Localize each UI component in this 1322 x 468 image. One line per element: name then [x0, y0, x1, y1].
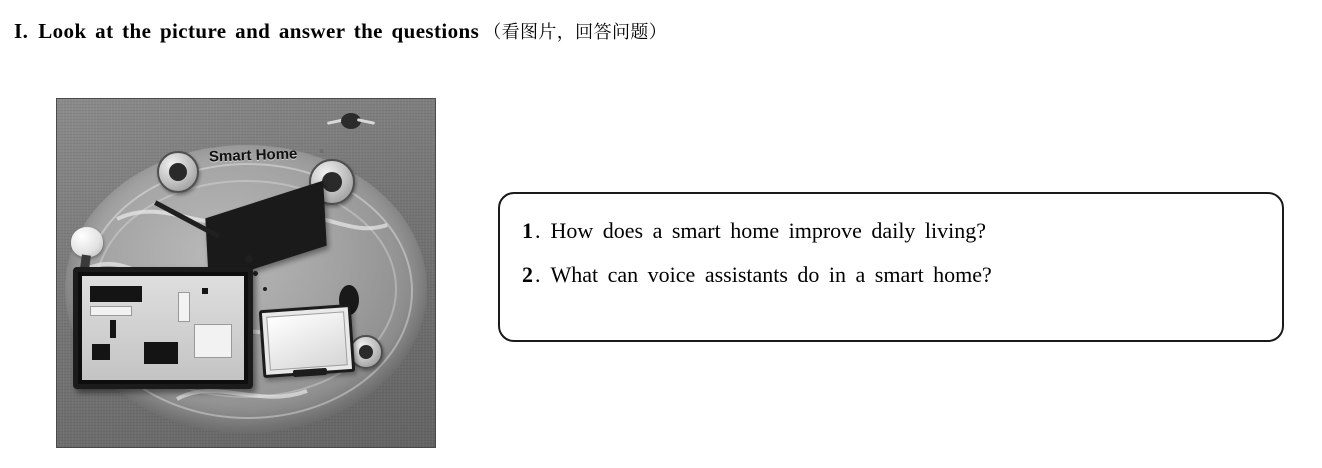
list-item [522, 220, 1264, 242]
questions-panel [498, 192, 1284, 342]
tablet-screen [82, 276, 244, 380]
dial-hub [322, 172, 342, 192]
question-number: 1 [522, 218, 533, 243]
drone-icon [333, 109, 369, 135]
exercise-title-english: Look at the picture and answer the questions [38, 19, 480, 43]
smart-home-illustration [56, 98, 436, 448]
questions-list [522, 220, 1264, 286]
device-dot-icon [253, 271, 258, 276]
exercise-title-chinese: （看图片，回答问题） [483, 22, 668, 43]
question-number: 2 [522, 262, 533, 287]
tablet-device-icon [73, 267, 253, 389]
list-item [522, 264, 1264, 286]
tablet-widget [110, 320, 116, 338]
question-number-dot: . [535, 262, 541, 287]
smart-home-label: Smart Home [208, 145, 298, 166]
dial-hub [169, 163, 187, 181]
tablet-widget [194, 324, 232, 358]
tablet-widget [90, 306, 132, 316]
monitor-screen [266, 311, 348, 370]
question-text: How does a smart home improve daily living? [550, 218, 987, 243]
tablet-widget [202, 288, 208, 294]
dial-hub [359, 345, 373, 359]
question-number-dot: . [535, 218, 541, 243]
light-bulb-icon [71, 227, 103, 257]
tablet-widget [92, 344, 110, 360]
tablet-widget [90, 286, 142, 302]
question-text: What can voice assistants do in a smart home? [550, 262, 992, 287]
device-dot-icon [245, 255, 253, 263]
tablet-widget [178, 292, 190, 322]
device-dot-icon [263, 287, 267, 291]
tablet-widget [144, 342, 178, 364]
page-title [14, 18, 667, 44]
exercise-numeral: I. [14, 19, 29, 43]
smart-speaker-dial-icon [157, 151, 199, 193]
laptop-monitor-icon [259, 304, 356, 378]
